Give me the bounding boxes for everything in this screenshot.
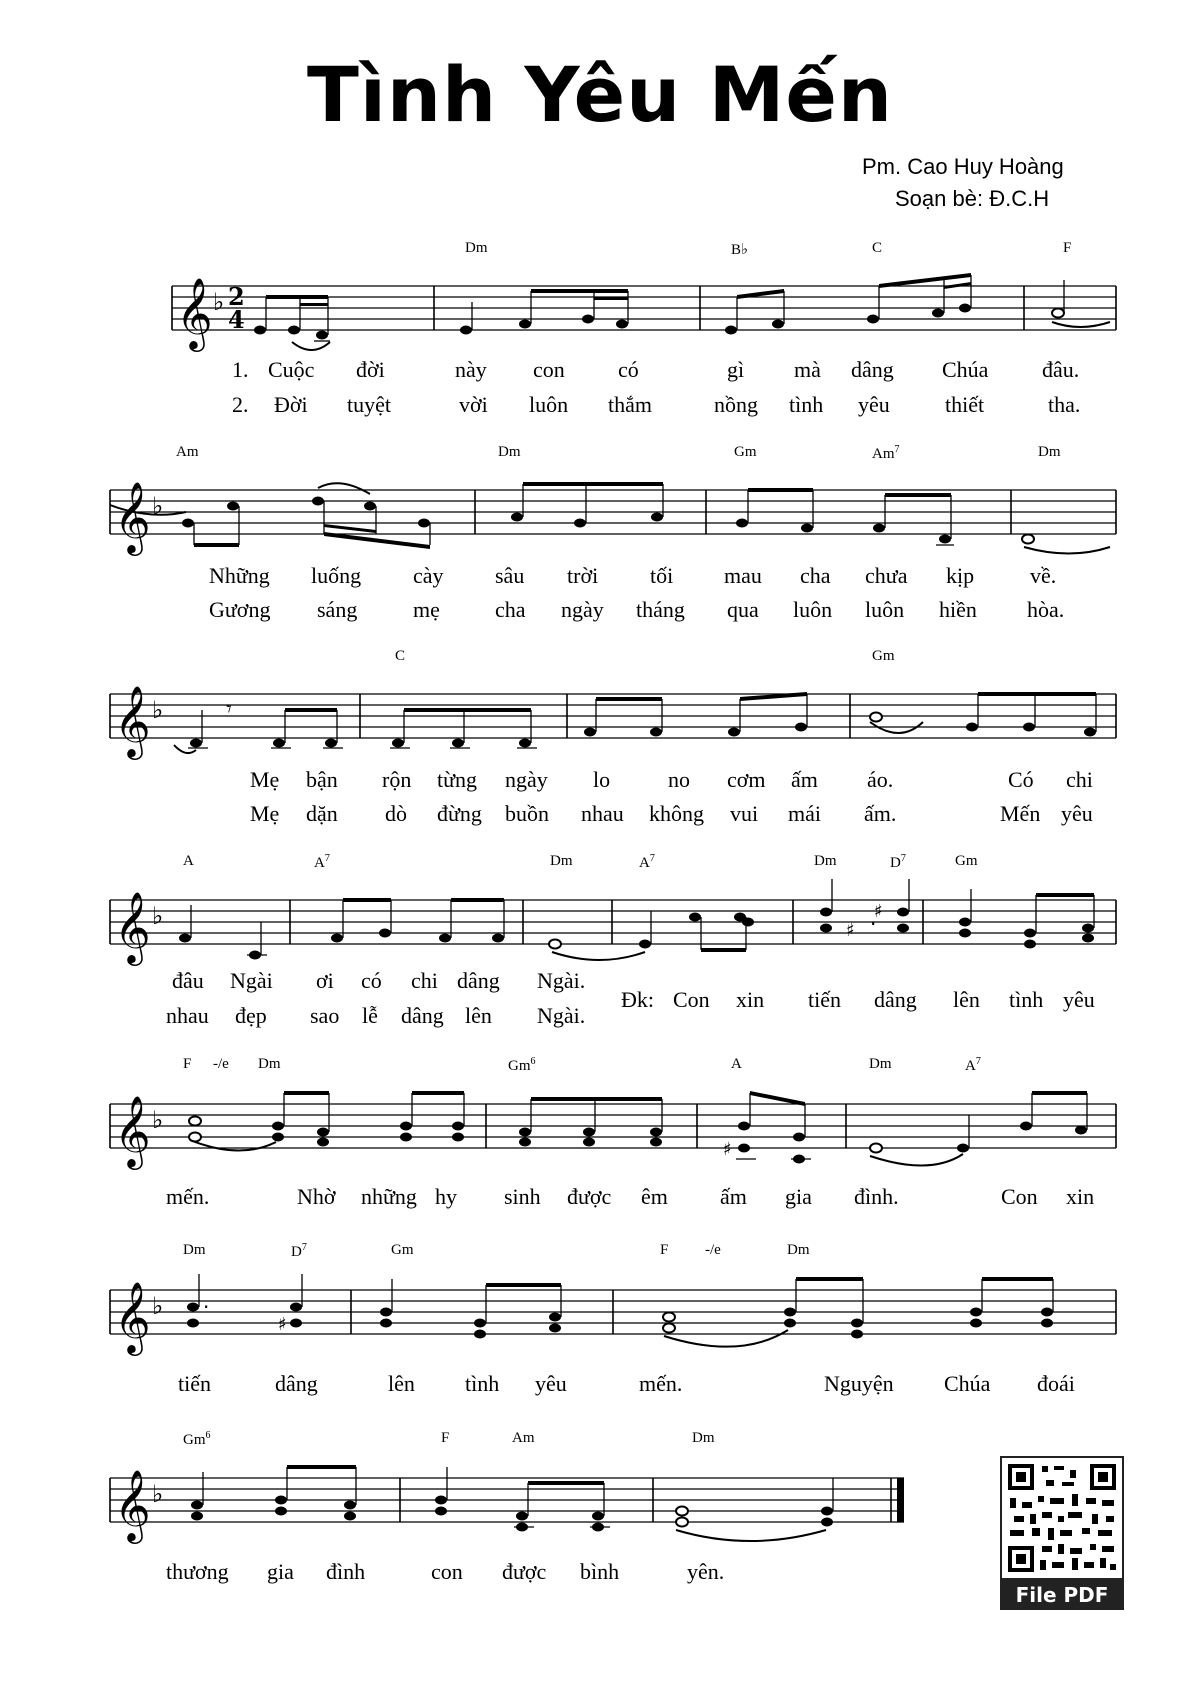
lyric-syllable: con	[431, 1559, 463, 1584]
lyric-syllable: Những	[209, 563, 270, 588]
lyric-syllable: mà	[794, 357, 821, 382]
lyric-syllable: yêu	[858, 392, 890, 417]
lyric-syllable: rộn	[382, 767, 412, 792]
chord-symbol: Dm	[787, 1242, 810, 1258]
note-heads	[179, 304, 1096, 1532]
chord-symbol: -/e	[705, 1242, 721, 1258]
lyric-syllable: cha	[800, 563, 831, 588]
lyric-syllable: cày	[413, 563, 444, 588]
lyric-syllable: lễ	[362, 1003, 378, 1028]
svg-text:♭: ♭	[152, 1480, 164, 1508]
lyric-syllable: được	[502, 1559, 547, 1584]
lyric-syllable: ngày	[505, 767, 548, 792]
chord-symbol: Gm	[955, 853, 978, 869]
lyric-syllable: Cuộc	[268, 357, 315, 382]
lyric-syllable: buồn	[505, 801, 549, 826]
lyric-syllable: gia	[267, 1559, 294, 1584]
lyric-syllable: tháng	[636, 597, 685, 622]
svg-text:𝄞: 𝄞	[114, 1280, 151, 1353]
svg-text:𝄾: 𝄾	[226, 697, 232, 722]
lyric-syllable: đình	[326, 1559, 366, 1584]
lyric-syllable: mau	[724, 563, 762, 588]
lyric-syllable: đoái	[1037, 1371, 1075, 1396]
half-note-heads	[189, 309, 1064, 1527]
chord-symbol: Dm	[550, 853, 573, 869]
chord-symbol: Dm	[498, 444, 521, 460]
lyric-syllable: bình	[580, 1559, 620, 1584]
svg-text:.: .	[870, 906, 877, 930]
lyric-syllable: luôn	[529, 392, 569, 417]
svg-text:♯: ♯	[723, 1139, 732, 1160]
lyric-syllable: sinh	[504, 1184, 541, 1209]
lyric-syllable: 2.	[232, 392, 249, 417]
lyric-syllable: lên	[388, 1371, 415, 1396]
lyric-syllable: Đk:	[621, 987, 654, 1012]
lyric-syllable: dâng	[457, 968, 500, 993]
lyric-syllable: ơi	[316, 968, 334, 993]
lyric-syllable: này	[455, 357, 487, 382]
lyric-syllable: Ngài.	[537, 1003, 586, 1028]
lyric-syllable: dò	[385, 801, 407, 826]
lyric-syllable: những	[361, 1184, 417, 1209]
lyric-syllable: dâng	[851, 357, 894, 382]
note-beams	[194, 273, 1096, 1485]
chord-symbol: Am$^7$	[872, 444, 900, 462]
lyric-syllable: có	[618, 357, 639, 382]
chord-symbol: F	[441, 1430, 450, 1446]
chord-symbol: $A^7$	[965, 1056, 981, 1074]
lyric-syllable: yêu	[1063, 987, 1095, 1012]
lyric-syllable: hiền	[939, 597, 977, 622]
treble-clefs	[114, 276, 213, 1544]
lyric-syllable: thắm	[608, 392, 652, 417]
lyric-syllable: không	[649, 801, 704, 826]
svg-text:♭: ♭	[213, 288, 225, 316]
chord-symbol: Gm$^6$	[183, 1430, 211, 1448]
lyric-syllable: lên	[953, 987, 980, 1012]
lyric-syllable: nhau	[166, 1003, 209, 1028]
lyric-syllable: nồng	[714, 392, 758, 417]
chord-symbol: Dm	[183, 1242, 206, 1258]
lyric-syllable: Con	[1001, 1184, 1038, 1209]
lyric-syllable: sáng	[317, 597, 358, 622]
lyric-syllable: tình	[465, 1371, 500, 1396]
svg-text:♭: ♭	[152, 1106, 164, 1134]
lyric-syllable: mến.	[166, 1184, 210, 1209]
lyric-syllable: xin	[1066, 1184, 1095, 1209]
lyric-syllable: ấm	[720, 1184, 747, 1209]
lyric-syllable: Mẹ	[250, 801, 280, 826]
svg-text:2: 2	[228, 282, 245, 311]
song-title: Tình Yêu Mến	[306, 50, 893, 139]
lyric-syllable: no	[668, 767, 690, 792]
svg-text:♭: ♭	[152, 1292, 164, 1320]
lyric-syllable: Mẹ	[250, 767, 280, 792]
lyric-syllable: có	[361, 968, 382, 993]
chord-symbol: $A^7$	[314, 853, 330, 871]
lyric-syllable: đừng	[437, 801, 482, 826]
lyric-syllable: yêu	[1061, 801, 1093, 826]
lyric-syllable: yêu	[535, 1371, 567, 1396]
lyric-syllable: dặn	[306, 801, 338, 826]
lyric-syllable: xin	[736, 987, 765, 1012]
svg-text:♭: ♭	[152, 902, 164, 930]
lyric-syllable: đâu	[172, 968, 204, 993]
chord-symbol: B♭	[731, 242, 749, 258]
chord-symbol: C	[872, 240, 883, 256]
lyric-syllable: Ngài	[230, 968, 273, 993]
svg-text:𝄞: 𝄞	[176, 276, 213, 349]
svg-text:♯: ♯	[278, 1314, 287, 1335]
lyric-syllable: con	[533, 357, 565, 382]
svg-text:𝄞: 𝄞	[114, 890, 151, 963]
lyric-syllable: dâng	[874, 987, 917, 1012]
lyric-syllable: đẹp	[235, 1003, 267, 1028]
lyric-syllable: tuyệt	[347, 392, 391, 417]
svg-text:𝄞: 𝄞	[114, 480, 151, 553]
chord-symbol: $D^7$	[890, 853, 906, 871]
lyric-syllable: hy	[435, 1184, 457, 1209]
qr-pattern-icon	[1002, 1458, 1122, 1578]
chord-symbol: Dm	[1038, 444, 1061, 460]
lyric-syllable: tiến	[808, 987, 841, 1012]
qr-code-image	[1000, 1456, 1124, 1580]
lyric-syllable: luôn	[793, 597, 833, 622]
lyric-syllable: từng	[437, 767, 478, 792]
lyric-syllable: nhau	[581, 801, 624, 826]
lyric-syllable: cơm	[727, 767, 766, 792]
note-stems	[191, 275, 1096, 1516]
lyric-syllable: kịp	[946, 563, 975, 588]
lyric-syllable: đâu.	[1042, 357, 1080, 382]
chord-symbol: Gm	[391, 1242, 414, 1258]
svg-text:.: .	[203, 1289, 210, 1313]
lyric-syllable: luống	[311, 563, 362, 588]
svg-text:♭: ♭	[152, 492, 164, 520]
chord-symbol: A	[731, 1056, 742, 1072]
lyric-syllable: vời	[459, 392, 488, 417]
chord-symbol: Dm	[869, 1056, 892, 1072]
barlines	[110, 286, 1116, 1522]
lyric-syllable: chi	[1066, 767, 1093, 792]
ledger-lines	[188, 341, 954, 1527]
final-barline	[897, 1478, 904, 1522]
lyric-syllable: tha.	[1048, 392, 1081, 417]
lyric-syllable: mẹ	[413, 597, 440, 622]
chord-symbol: Gm	[734, 444, 757, 460]
lyric-syllable: áo.	[867, 767, 894, 792]
lyric-syllable: chưa	[865, 563, 908, 588]
qr-code[interactable]	[1000, 1456, 1124, 1606]
chord-symbol: F	[660, 1242, 669, 1258]
chord-symbol: Dm	[692, 1430, 715, 1446]
chord-symbol: Gm$^6$	[508, 1056, 536, 1074]
time-signature	[228, 282, 245, 334]
lyric-syllable: về.	[1030, 563, 1057, 588]
lyric-syllable: mến.	[639, 1371, 683, 1396]
lyric-syllable: lo	[593, 767, 611, 792]
lyric-syllable: êm	[641, 1184, 668, 1209]
lyric-syllable: chi	[411, 968, 438, 993]
lyric-syllable: 1.	[232, 357, 249, 382]
svg-text:𝄞: 𝄞	[114, 1468, 151, 1541]
lyric-syllable: tiến	[178, 1371, 211, 1396]
lyric-syllable: trời	[567, 563, 599, 588]
lyric-syllable: gì	[727, 357, 745, 382]
lyric-syllable: đình.	[854, 1184, 899, 1209]
chord-symbol: C	[395, 648, 406, 664]
lyric-syllable: gia	[785, 1184, 812, 1209]
lyric-syllable: Gương	[209, 597, 271, 622]
staff-lines	[110, 286, 1116, 1522]
lyric-syllable: tối	[650, 563, 674, 588]
lyric-syllable: Chúa	[942, 357, 989, 382]
chord-symbol: $D^7$	[291, 1242, 307, 1260]
chord-symbol: Am	[176, 444, 199, 460]
lyric-syllable: Con	[673, 987, 710, 1012]
lyric-syllable: dâng	[275, 1371, 318, 1396]
chord-symbol: A	[183, 853, 194, 869]
lyric-syllable: đời	[356, 357, 385, 382]
lyric-syllable: bận	[306, 767, 338, 792]
lyric-syllable: vui	[730, 801, 759, 826]
lyric-syllable: Đời	[274, 392, 308, 417]
svg-text:♯: ♯	[846, 920, 855, 941]
lyric-syllable: sâu	[495, 563, 525, 588]
lyric-syllable: ấm.	[864, 801, 897, 826]
chord-symbol: Gm	[872, 648, 895, 664]
lyric-syllable: thương	[166, 1559, 229, 1584]
svg-text:♯: ♯	[874, 901, 883, 922]
lyric-syllable: tình	[789, 392, 824, 417]
lyric-syllable: lên	[465, 1003, 492, 1028]
chord-symbol: Dm	[258, 1056, 281, 1072]
lyric-syllable: Mến	[1000, 801, 1041, 826]
lyric-syllable: thiết	[945, 392, 985, 417]
chord-symbol: $A^7$	[639, 853, 655, 871]
chord-symbol: F	[183, 1056, 192, 1072]
svg-text:4: 4	[228, 305, 245, 334]
chord-symbol: Am	[512, 1430, 535, 1446]
lyric-syllable: được	[567, 1184, 612, 1209]
lyric-syllable: luôn	[865, 597, 905, 622]
lyric-syllable: yên.	[687, 1559, 725, 1584]
lyric-syllable: ngày	[561, 597, 604, 622]
qr-file-pdf-label[interactable]: File PDF	[1000, 1580, 1124, 1610]
svg-text:♭: ♭	[152, 696, 164, 724]
chord-symbol: Dm	[814, 853, 837, 869]
composer-credit: Pm. Cao Huy Hoàng	[862, 154, 1064, 179]
lyric-syllable: sao	[310, 1003, 340, 1028]
svg-text:𝄞: 𝄞	[114, 684, 151, 757]
lyric-syllable: cha	[495, 597, 526, 622]
lyric-syllable: Có	[1008, 767, 1034, 792]
lyric-syllable: Ngài.	[537, 968, 586, 993]
lyric-syllable: dâng	[401, 1003, 444, 1028]
lyric-syllable: ấm	[791, 767, 818, 792]
lyric-syllable: Nhờ	[297, 1184, 336, 1209]
lyric-syllable: mái	[788, 801, 821, 826]
lyric-syllable: qua	[727, 597, 759, 622]
chord-symbol: Dm	[465, 240, 488, 256]
chord-symbol: F	[1063, 240, 1072, 256]
arranger-credit: Soạn bè: Đ.C.H	[895, 186, 1050, 211]
svg-text:𝄞: 𝄞	[114, 1094, 151, 1167]
lyric-syllable: Chúa	[944, 1371, 991, 1396]
lyric-syllable: hòa.	[1027, 597, 1065, 622]
chord-symbol: -/e	[213, 1056, 229, 1072]
lyric-syllable: tình	[1009, 987, 1044, 1012]
lyric-syllable: Nguyện	[824, 1371, 894, 1396]
